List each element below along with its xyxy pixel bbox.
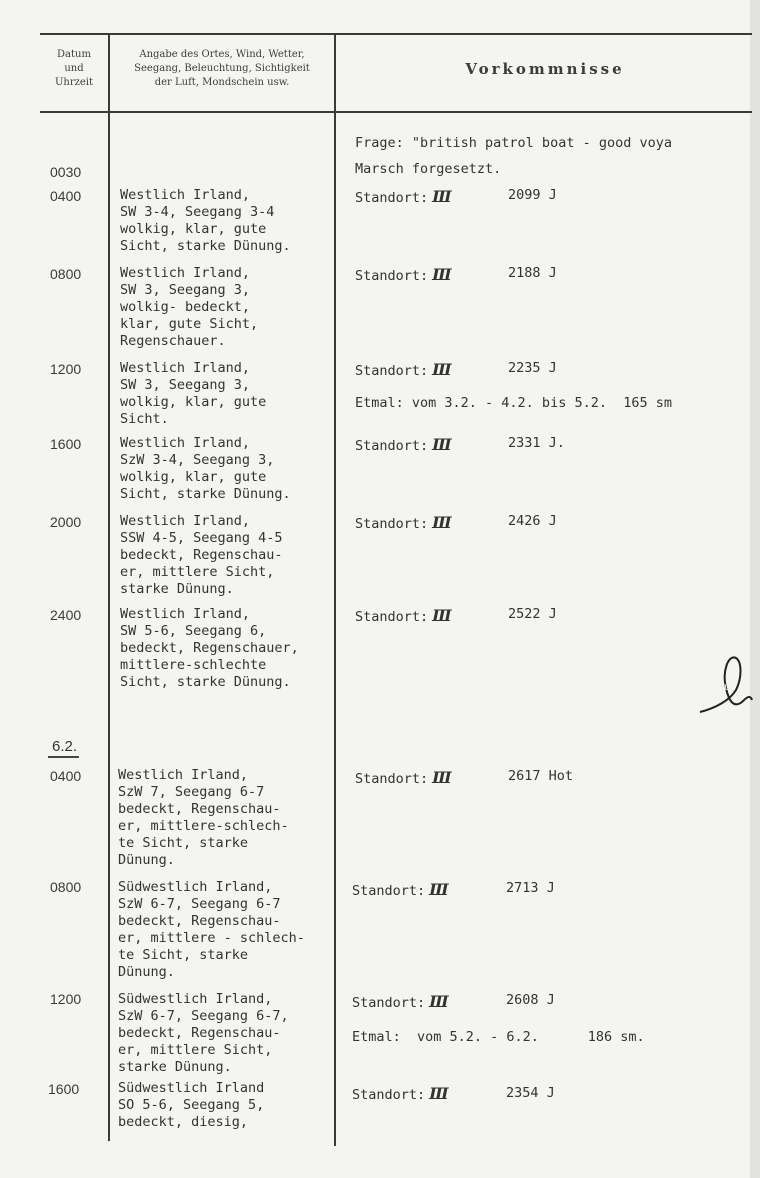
header-datum: Datum <box>57 49 91 60</box>
grid-square-icon: Ⅲ <box>429 1084 449 1103</box>
entry-weather: Westlich Irland, SzW 3-4, Seegang 3, wolkig, klar, gute Sicht, starke Dünung. <box>120 435 291 502</box>
etmal-line: Etmal: vom 5.2. - 6.2. 186 sm. <box>352 1029 645 1045</box>
page-edge <box>750 0 760 1178</box>
entry-weather: Westlich Irland, SW 3, Seegang 3, wolkig- bedeckt, klar, gute Sicht, Regenschauer. <box>120 265 259 349</box>
column-divider-2 <box>334 33 336 1146</box>
entry-standort <box>352 880 449 899</box>
header-location-weather <box>112 48 332 90</box>
grid-square-icon: Ⅲ <box>429 992 449 1011</box>
entry-time: 1200 <box>50 361 82 377</box>
entry-weather: Westlich Irland, SW 3-4, Seegang 3-4 wolkig, klar, gute Sicht, starke Dünung. <box>120 187 291 254</box>
entry-position: 2235 J <box>508 360 557 376</box>
entry-standort <box>355 768 452 787</box>
signature-initial: Gu <box>716 682 731 693</box>
standort-label: Standort: <box>355 609 429 625</box>
entry-position: 2522 J <box>508 606 557 622</box>
entry-weather: Südwestlich Irland, SzW 6-7, Seegang 6-7 bedeckt, Regenschau- er, mittlere - schlech- te Sicht, starke Dünung. <box>118 879 305 980</box>
etmal-line: Etmal: vom 3.2. - 4.2. bis 5.2. 165 sm <box>355 395 672 411</box>
entry-standort <box>355 435 452 454</box>
entry-position: 2713 J <box>506 880 555 896</box>
standort-label: Standort: <box>352 1087 426 1103</box>
header-col2-line2: Seegang, Beleuchtung, Sichtigkeit <box>134 63 310 74</box>
header-top-rule <box>40 33 752 35</box>
grid-square-icon: Ⅲ <box>429 880 449 899</box>
entry-time: 1600 <box>50 436 82 452</box>
entry-standort <box>355 187 452 206</box>
standort-label: Standort: <box>355 771 429 787</box>
entry-time: 1600 <box>48 1081 80 1097</box>
standort-label: Standort: <box>352 883 426 899</box>
header-bottom-rule <box>40 111 752 113</box>
entry-time: 1200 <box>50 991 82 1007</box>
header-col2-line3: der Luft, Mondschein usw. <box>154 77 290 88</box>
grid-square-icon: Ⅲ <box>432 360 452 379</box>
marsch-line: Marsch forgesetzt. <box>355 161 502 177</box>
entry-standort <box>355 606 452 625</box>
entry-time: 2000 <box>50 514 82 530</box>
entry-time: 0030 <box>50 164 82 180</box>
frage-line: Frage: "british patrol boat - good voya <box>355 135 672 151</box>
entry-standort <box>355 513 452 532</box>
entry-weather: Westlich Irland, SW 5-6, Seegang 6, bedeckt, Regenschauer, mittlere-schlechte Sicht, starke Dünung. <box>120 606 299 690</box>
entry-standort <box>355 360 452 379</box>
entry-position: 2426 J <box>508 513 557 529</box>
entry-time: 0400 <box>50 188 82 204</box>
entry-standort <box>355 265 452 284</box>
grid-square-icon: Ⅲ <box>432 265 452 284</box>
entry-weather: Südwestlich Irland SO 5-6, Seegang 5, bedeckt, diesig, <box>118 1080 265 1130</box>
grid-square-icon: Ⅲ <box>432 606 452 625</box>
standort-label: Standort: <box>355 516 429 532</box>
grid-square-icon: Ⅲ <box>432 187 452 206</box>
entry-weather: Westlich Irland, SSW 4-5, Seegang 4-5 bedeckt, Regenschau- er, mittlere Sicht, starke Dünung. <box>120 513 283 597</box>
column-divider-1 <box>108 33 110 1141</box>
signature-mark <box>696 650 756 720</box>
entry-position: 2099 J <box>508 187 557 203</box>
header-events: Vorkommnisse <box>465 60 625 78</box>
entry-standort <box>352 992 449 1011</box>
header-und: und <box>64 63 84 74</box>
entry-time: 2400 <box>50 607 82 623</box>
header-uhrzeit: Uhrzeit <box>54 77 94 88</box>
date-divider: 6.2. <box>48 738 79 758</box>
entry-position: 2354 J <box>506 1085 555 1101</box>
entry-weather: Westlich Irland, SW 3, Seegang 3, wolkig, klar, gute Sicht. <box>120 360 267 427</box>
entry-position: 2331 J. <box>508 435 565 451</box>
entry-time: 0800 <box>50 879 82 895</box>
header-col2-line1: Angabe des Ortes, Wind, Wetter, <box>139 49 305 60</box>
entry-time: 0400 <box>50 768 82 784</box>
grid-square-icon: Ⅲ <box>432 768 452 787</box>
entry-standort <box>352 1084 449 1103</box>
entry-weather: Westlich Irland, SzW 7, Seegang 6-7 bedeckt, Regenschau- er, mittlere-schlech- te Sicht, starke Dünung. <box>118 767 289 868</box>
standort-label: Standort: <box>355 190 429 206</box>
standort-label: Standort: <box>355 438 429 454</box>
entry-position: 2608 J <box>506 992 555 1008</box>
standort-label: Standort: <box>355 268 429 284</box>
header-date-time <box>42 48 106 90</box>
entry-position: 2617 Hot <box>508 768 574 784</box>
grid-square-icon: Ⅲ <box>432 435 452 454</box>
standort-label: Standort: <box>355 363 429 379</box>
standort-label: Standort: <box>352 995 426 1011</box>
grid-square-icon: Ⅲ <box>432 513 452 532</box>
entry-time: 0800 <box>50 266 82 282</box>
entry-weather: Südwestlich Irland, SzW 6-7, Seegang 6-7, bedeckt, Regenschau- er, mittlere Sicht, starke Dünung. <box>118 991 289 1075</box>
entry-position: 2188 J <box>508 265 557 281</box>
